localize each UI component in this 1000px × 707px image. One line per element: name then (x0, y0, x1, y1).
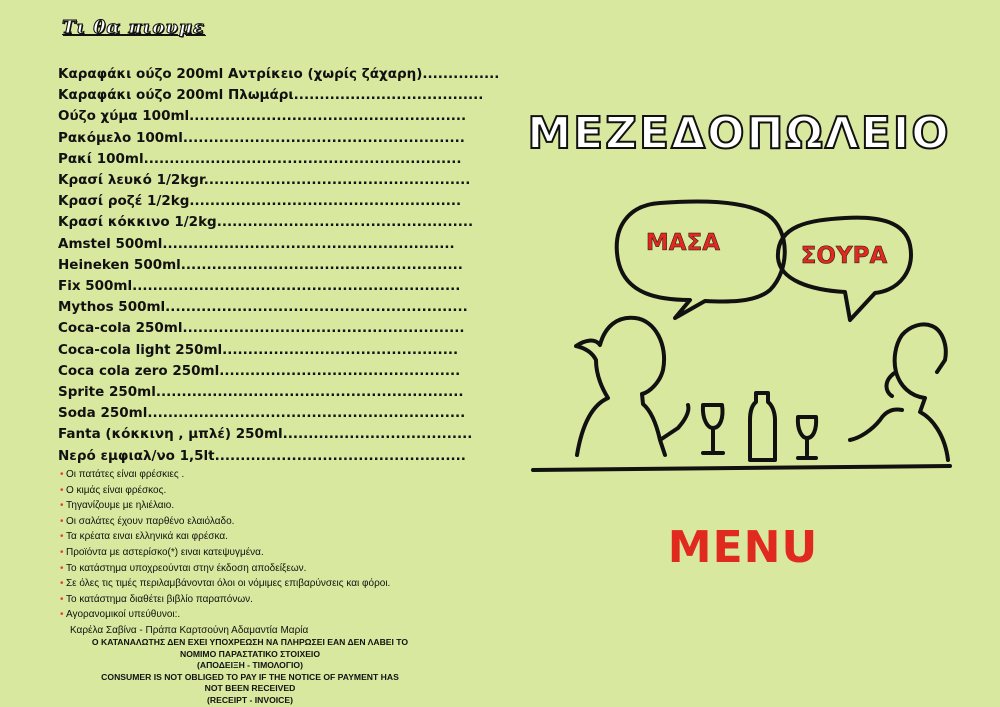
note-item: • Οι σαλάτες έχουν παρθένο ελαιόλαδο. (60, 514, 390, 530)
table-line (533, 466, 950, 470)
menu-label: MENU (667, 522, 819, 573)
drinks-page (0, 0, 500, 703)
note-item: • Το κατάστημα διαθέτει βιβλίο παραπόνων. (60, 592, 390, 608)
drink-item: Soda 250ml.............................................................. (58, 405, 466, 422)
wine-glass-left (703, 405, 723, 453)
note-item: • Το κατάστημα υποχρεούνται στην έκδοση αποδείξεων. (60, 561, 390, 577)
note-item: • Σε όλες τις τιμές περιλαμβάνονται όλοι οι νόμιμες επιβαρύνσεις και φόροι. (60, 576, 390, 592)
drink-item: Καραφάκι ούζο 200ml Πλωμάρι..................................... (58, 87, 484, 104)
drink-item: Ούζο χύμα 100ml...................................................... (58, 108, 467, 125)
man-figure (850, 324, 948, 460)
note-item: • Ο κιμάς είναι φρέσκος. (60, 483, 390, 499)
drink-item: Ρακόμελο 100ml....................................................... (58, 129, 465, 146)
woman-figure (576, 318, 688, 455)
cover-page (500, 0, 1000, 703)
drink-item: Coca cola zero 250ml............................................... (58, 362, 461, 379)
bubble-label-left: ΜΑΣΑ (645, 230, 721, 256)
responsible-persons: Καρέλα Σαβίνα - Πράπα Καρτσούνη Αδαμαντία Μαρία (70, 624, 309, 636)
notice-line: (RECEIPT - INVOICE) (207, 694, 293, 705)
drink-item: Mythos 500ml........................................................... (58, 299, 468, 316)
note-item: • Οι πατάτες είναι φρέσκιες . (60, 467, 390, 483)
drink-item: Fanta (κόκκινη , μπλέ) 250ml..................................... (58, 426, 473, 443)
drinks-list (58, 64, 499, 467)
notice-line: (ΑΠΟΔΕΙΞΗ - ΤΙΜΟΛΟΓΙΟ) (197, 660, 303, 671)
drink-item: Amstel 500ml......................................................... (58, 235, 455, 252)
note-item: • Αγορανομικοί υπεύθυνοι:. (60, 607, 390, 623)
drink-item: Sprite 250ml............................................................ (58, 384, 464, 401)
note-item: • Τηγανίζουμε με ηλιέλαιο. (60, 498, 390, 514)
drink-item: Fix 500ml................................................................ (58, 278, 461, 295)
speech-bubble-left (617, 201, 785, 318)
drink-item: Κρασί ροζέ 1/2kg..................................................... (58, 193, 462, 210)
drink-item: Ρακί 100ml.............................................................. (58, 150, 462, 167)
drink-item: Κρασί λευκό 1/2kgr.................................................... (58, 172, 471, 189)
notice-line: NOT BEEN RECEIVED (204, 683, 296, 694)
drink-item: Νερό εμφιαλ/νο 1,5lt................................................. (58, 447, 466, 464)
brand-title: ΜΕΖΕΔΟΠΩΛΕΙΟ (527, 108, 951, 159)
consumer-notice (60, 637, 440, 707)
drink-item: Coca-cola 250ml....................................................... (58, 320, 465, 337)
note-item: • Τα κρέατα ειναι ελληνικά και φρέσκα. (60, 529, 390, 545)
drink-item: Heineken 500ml....................................................... (58, 256, 463, 273)
drink-item: Καραφάκι ούζο 200ml Αντρίκειο (χωρίς ζάχαρη)............... (58, 66, 500, 82)
bottle (750, 393, 775, 460)
notice-line: ΝΟΜΙΜΟ ΠΑΡΑΣΤΑΤΙΚΟ ΣΤΟΙΧΕΙΟ (179, 648, 321, 659)
wine-glass-right (798, 417, 816, 458)
notice-line: CONSUMER IS NOT OBLIGED TO PAY IF THE NOTICE OF PAYMENT HAS (101, 671, 399, 682)
table-illustration (500, 0, 1000, 703)
notice-line: Ο ΚΑΤΑΝΑΛΩΤΗΣ ΔΕΝ ΕΧΕΙ ΥΠΟΧΡΕΩΣΗ ΝΑ ΠΛΗΡΩΣΕΙ ΕΑΝ ΔΕΝ ΛΑΒΕΙ ΤΟ (91, 637, 409, 647)
drink-item: Κρασί κόκκινο 1/2kg.................................................. (58, 214, 474, 231)
bubble-label-right: ΣΟΥΡΑ (800, 243, 888, 269)
note-item: • Προϊόντα με αστερίσκο(*) ειναι κατεψυγμένα. (60, 545, 390, 561)
section-title: Τι θα πιουμε (62, 17, 205, 38)
notes-list (60, 467, 390, 639)
drink-item: Coca-cola light 250ml.............................................. (58, 341, 459, 358)
